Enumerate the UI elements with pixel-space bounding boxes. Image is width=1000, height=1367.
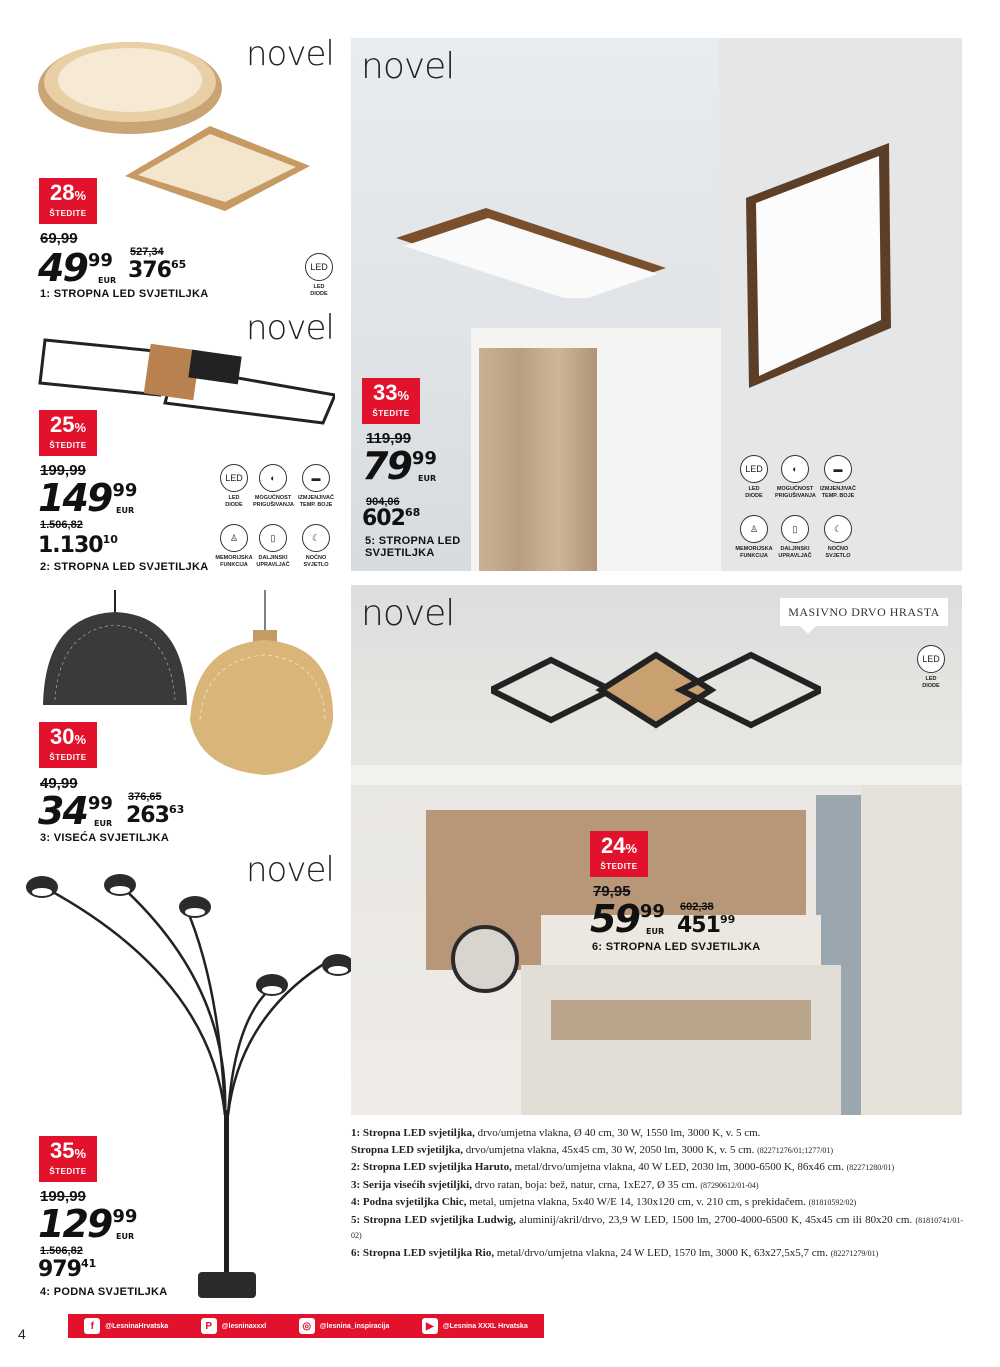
price-kn-2: 1.130$^{10}$ [38,533,118,558]
feature-temp-5: ▬ IZMJENJIVAČ TEMP. BOJE [818,455,858,500]
price-eur-6: 5999 EUR [590,897,665,941]
price-kn-5: $602^{68}$ [362,506,421,531]
brand-logo-1: novel [246,34,334,74]
desc-2: 2: Stropna LED svjetiljka Haruto, metal/drvo/umjetna vlakna, 40 W LED, 2030 lm, 3000-6500 K, 86x46 cm. (82271280/01) [351,1161,895,1173]
old-price-kn-5: 904,06 [366,496,400,508]
feature-mem-2: ♙ MEMORIJSKA FUNKCIJA [214,524,254,569]
discount-badge-3: 30% ŠTEDITE [39,722,97,768]
old-price-eur-3: 49,99 [40,775,78,792]
desc-4: 4: Podna svjetiljka Chic, metal, umjetna vlakna, 5x40 W/E 14, 130x120 cm, v. 210 cm, s prekidačem. (81810592/02) [351,1196,857,1208]
tag-oak: MASIVNO DRVO HRASTA [780,598,948,626]
price-eur-3: 3499 EUR [38,789,113,833]
old-price-eur-2: 199,99 [40,462,86,479]
price-kn-3: $263^{63}$ [126,803,185,828]
desc-1: 1: Stropna LED svjetiljka, drvo/umjetna vlakna, Ø 40 cm, 30 W, 1550 lm, 3000 K, v. 5 cm. [351,1127,761,1139]
dimmer-icon: ◐ [781,455,809,483]
facebook-icon: f [84,1318,100,1334]
social-footer [68,1314,544,1338]
feature-night-2: ☾ NOĆNO SVJETLO [296,524,336,569]
feature-remote-5: ▯ DALJINSKI UPRAVLJAČ [775,515,815,560]
old-price-eur-4: 199,99 [40,1188,86,1205]
old-price-kn-2: 1.506,82 [40,519,83,531]
brand-logo-4: novel [246,850,334,890]
color-temp-icon: ▬ [302,464,330,492]
remote-icon: ▯ [781,515,809,543]
social-instagram[interactable]: ◎ @lesnina_inspiracija [299,1318,389,1334]
lamp-pole [224,1110,229,1275]
remote-icon: ▯ [259,524,287,552]
brand-logo-5: novel [361,46,455,87]
discount-badge-5: 33% ŠTEDITE [362,378,420,424]
feature-dim-2: ◐ MOGUĆNOST PRIGUŠIVANJA [253,464,293,509]
price-eur-1: 4999 EUR [38,246,117,290]
memory-icon: ♙ [740,515,768,543]
old-price-kn-3: 376,65 [128,791,162,803]
pinterest-icon: P [201,1318,217,1334]
feature-temp-2: ▬ IZMJENJIVAČ TEMP. BOJE [296,464,336,509]
room-photo-6 [351,585,962,1115]
led-icon: LED [740,455,768,483]
memory-icon: ♙ [220,524,248,552]
discount-badge-2: 25% ŠTEDITE [39,410,97,456]
product-name-1: 1: STROPNA LED SVJETILJKA [40,288,209,300]
price-kn-4: $979^{41}$ [38,1257,97,1282]
desc-3: 3: Serija visećih svjetiljki, drvo ratan, boja: bež, natur, crna, 1xE27, Ø 35 cm. (87290612/01-04) [351,1178,759,1191]
old-price-kn-1: 527,34 [130,246,164,258]
brand-logo-2: novel [246,308,334,348]
night-light-icon: ☾ [824,515,852,543]
night-light-icon: ☾ [302,524,330,552]
youtube-icon: ▶ [422,1318,438,1334]
old-price-kn-4: 1.506,82 [40,1245,83,1257]
feature-night-5: ☾ NOĆNO SVJETLO [818,515,858,560]
discount-badge-4: 35% ŠTEDITE [39,1136,97,1182]
desc-6: 6: Stropna LED svjetiljka Rio, metal/drvo/umjetna vlakna, 24 W LED, 1570 lm, 3000 K, 63x27,5x5,7 cm. (82271279/01) [351,1246,879,1259]
price-kn-6: $451^{99}$ [677,913,736,938]
lamp-ludwig-bar [396,208,666,298]
product-name-2: 2: STROPNA LED SVJETILJKA [40,561,209,573]
price-eur-2: 14999 EUR [38,476,138,520]
social-pinterest[interactable]: P @lesninaxxxl [201,1318,267,1334]
product-image-4-lamp [20,865,360,1115]
led-icon: LED [220,464,248,492]
old-price-eur-1: 69,99 [40,230,78,247]
product-name-6: 6: STROPNA LED SVJETILJKA [592,941,761,953]
brand-logo-6: novel [361,593,455,634]
feature-led-6: LED LED DIODE [911,645,951,690]
desc-5: 5: Stropna LED svjetiljka Ludwig, aluminij/akril/drvo, 23,9 W LED, 1500 lm, 2700-4000-6500 K, 45x45 cm ili 80x20 cm. (81810741/01-02) [351,1213,963,1240]
page-number: 4 [18,1326,26,1342]
social-youtube[interactable]: ▶ @Lesnina XXXL Hrvatska [422,1318,528,1334]
feature-remote-2: ▯ DALJINSKI UPRAVLJAČ [253,524,293,569]
desc-1b: Stropna LED svjetiljka, drvo/umjetna vlakna, 45x45 cm, 30 W, 2050 lm, 3000 K, v. 5 cm. (82271276/01;1277/01) [351,1143,834,1156]
color-temp-icon: ▬ [824,455,852,483]
instagram-icon: ◎ [299,1318,315,1334]
old-price-eur-5: 119,99 [366,430,412,447]
lamp-rio [491,645,821,745]
price-eur-5: 7999 EUR [362,444,437,488]
led-icon: LED [917,645,945,673]
price-eur-4: 12999 EUR [38,1202,138,1246]
led-icon: LED [305,253,333,281]
discount-badge-1: 28% ŠTEDITE [39,178,97,224]
price-kn-1: $376^{65}$ [128,258,187,283]
dimmer-icon: ◐ [259,464,287,492]
product-name-5: 5: STROPNA LED SVJETILJKA [365,535,461,559]
lamp-ludwig-square [741,138,901,398]
lamp-base [198,1272,256,1298]
feature-led-5: LED LED DIODE [734,455,774,500]
feature-led-1: LED LED DIODE [299,253,339,298]
room-photo-5 [351,38,962,571]
product-name-3: 3: VISEĆA SVJETILJKA [40,832,170,844]
old-price-kn-6: 602,38 [680,901,714,913]
social-facebook[interactable]: f @LesninaHrvatska [84,1318,168,1334]
feature-mem-5: ♙ MEMORIJSKA FUNKCIJA [734,515,774,560]
product-descriptions [351,1126,963,1263]
feature-led-2: LED LED DIODE [214,464,254,509]
feature-dim-5: ◐ MOGUĆNOST PRIGUŠIVANJA [775,455,815,500]
discount-badge-6: 24% ŠTEDITE [590,831,648,877]
old-price-eur-6: 79,95 [593,883,631,900]
tag-pointer [800,626,816,634]
product-name-4: 4: PODNA SVJETILJKA [40,1286,168,1298]
